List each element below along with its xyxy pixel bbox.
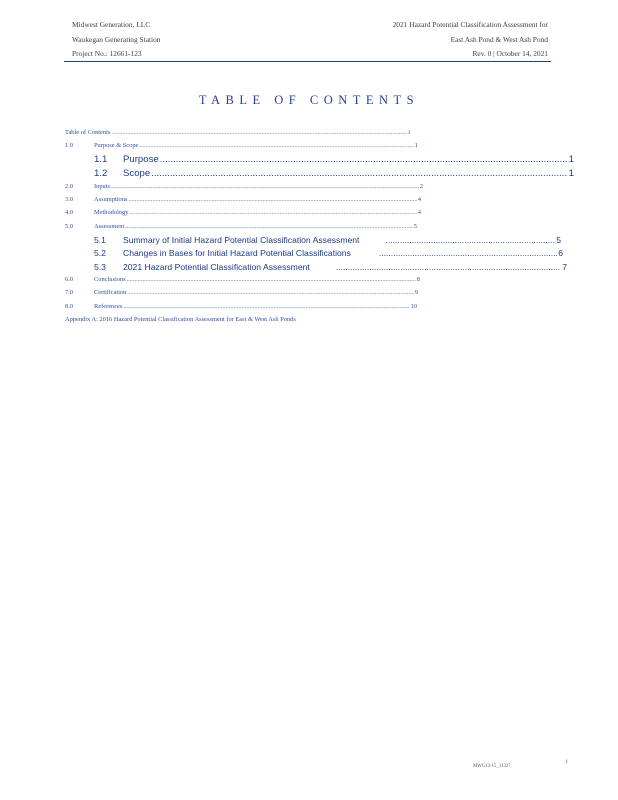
- leader-dots: [385, 235, 555, 245]
- toc-entry-page: 4: [417, 209, 421, 216]
- toc-entry-number: 1.2: [94, 168, 108, 179]
- footer-page-number: i: [566, 759, 568, 765]
- toc-entry-page: 8: [416, 276, 420, 283]
- toc-entry-number: 4.0: [65, 209, 73, 216]
- toc-entry-label: References: [94, 303, 123, 310]
- revision-date: Rev. 0 | October 14, 2021: [472, 49, 548, 58]
- toc-entry-label: 2021 Hazard Potential Classification Assessment: [123, 262, 310, 272]
- toc-entry-number: 6.0: [65, 276, 73, 283]
- leader-dots: [151, 168, 567, 179]
- leader-dots: [160, 154, 568, 165]
- toc-entry-page: 1: [568, 154, 574, 165]
- leader-dots: [379, 248, 557, 258]
- toc-entry-purpose-scope[interactable]: [65, 142, 418, 149]
- toc-entry-label: Table of Contents: [65, 129, 111, 136]
- station-name: Waukegan Generating Station: [72, 35, 161, 44]
- toc-entry-number: 1.1: [94, 154, 108, 165]
- report-title-line1: 2021 Hazard Potential Classification Assessment for: [392, 20, 548, 29]
- toc-entry-purpose[interactable]: [94, 154, 574, 165]
- toc-entry-number: 5.2: [94, 248, 106, 258]
- toc-entry-page: 2: [419, 183, 423, 190]
- toc-entry-table-of-contents[interactable]: [65, 129, 410, 136]
- toc-entry-assessment[interactable]: [65, 223, 417, 230]
- toc-entry-number: 5.0: [65, 223, 73, 230]
- toc-entry-scope[interactable]: [94, 168, 574, 179]
- toc-entry-page: 4: [417, 196, 421, 203]
- toc-entry-certification[interactable]: [65, 289, 418, 296]
- toc-entry-label: Assessment: [94, 223, 125, 230]
- toc-entry-number: 5.3: [94, 262, 106, 272]
- toc-entry-number: 1.0: [65, 142, 73, 149]
- leader-dots: [111, 183, 419, 190]
- toc-entry-label: Scope: [123, 168, 151, 179]
- toc-entry-appendix-a[interactable]: [65, 316, 296, 323]
- leader-dots: [127, 289, 414, 296]
- toc-title: TABLE OF CONTENTS: [198, 93, 420, 107]
- toc-entry-changes-in-bases[interactable]: [94, 248, 563, 258]
- leader-dots: [125, 223, 413, 230]
- toc-entry-page: 10: [410, 303, 417, 310]
- toc-entry-page: 1: [568, 168, 574, 179]
- leader-dots: [123, 303, 409, 310]
- toc-entry-number: 2.0: [65, 183, 73, 190]
- header-rule: [64, 61, 551, 62]
- leader-dots: [129, 209, 416, 216]
- toc-entry-label: Changes in Bases for Initial Hazard Potential Classifications: [123, 248, 351, 258]
- toc-entry-page: 9: [414, 289, 418, 296]
- toc-entry-label: Purpose: [123, 154, 159, 165]
- toc-entry-page: 5: [413, 223, 417, 230]
- toc-entry-inputs[interactable]: [65, 183, 423, 190]
- toc-entry-2021-assessment[interactable]: [94, 262, 567, 272]
- toc-entry-page: 7: [562, 262, 567, 272]
- toc-entry-methodology[interactable]: [65, 209, 421, 216]
- toc-entry-label: Summary of Initial Hazard Potential Classification Assessment: [123, 235, 360, 245]
- leader-dots: [336, 262, 561, 272]
- toc-entry-number: 7.0: [65, 289, 73, 296]
- toc-entry-number: 3.0: [65, 196, 73, 203]
- toc-entry-references[interactable]: [65, 303, 417, 310]
- toc-entry-page: 1: [414, 142, 418, 149]
- toc-entry-conclusions[interactable]: [65, 276, 420, 283]
- toc-entry-assumptions[interactable]: [65, 196, 421, 203]
- project-number: Project No.: 12661-123: [72, 49, 142, 58]
- toc-entry-label: Appendix A: 2016 Hazard Potential Classification Assessment for East & West Ash Ponds: [65, 316, 296, 323]
- toc-entry-label: Methodology: [94, 209, 129, 216]
- toc-entry-page: 6: [558, 248, 563, 258]
- toc-entry-label: Purpose & Scope: [94, 142, 139, 149]
- toc-entry-number: 5.1: [94, 235, 106, 245]
- leader-dots: [111, 129, 407, 136]
- company-name: Midwest Generation, LLC: [72, 20, 151, 29]
- leader-dots: [127, 276, 416, 283]
- footer-document-code: MWG13-15_11327: [473, 764, 511, 769]
- toc-entry-label: Certification: [94, 289, 127, 296]
- toc-entry-label: Assumptions: [94, 196, 128, 203]
- toc-entry-number: 8.0: [65, 303, 73, 310]
- toc-entry-page: i: [408, 129, 410, 136]
- report-title-line2: East Ash Pond & West Ash Pond: [450, 35, 548, 44]
- toc-entry-label: Inputs: [94, 183, 110, 190]
- toc-entry-summary-initial[interactable]: [94, 235, 561, 245]
- leader-dots: [139, 142, 413, 149]
- toc-entry-page: 5: [556, 235, 561, 245]
- toc-entry-label: Conclusions: [94, 276, 126, 283]
- leader-dots: [128, 196, 416, 203]
